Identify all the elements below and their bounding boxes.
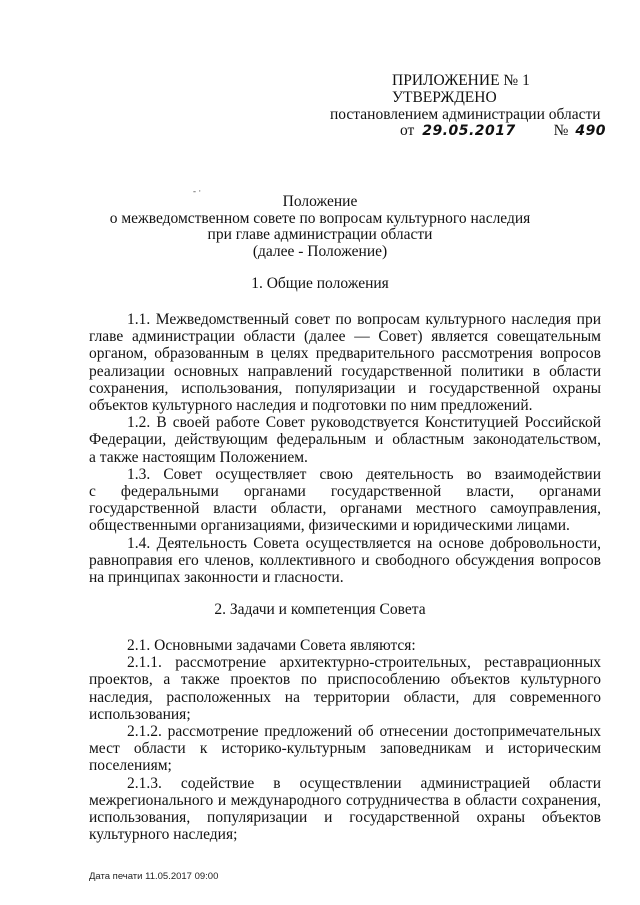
text-line: на принципах законности и гласности. (89, 569, 344, 587)
section-1-heading: 1. Общие положения (251, 275, 389, 292)
text-line: 2.1.2. рассмотрение предложений об отнесении достопримечательных (127, 723, 601, 741)
print-date: Дата печати 11.05.2017 09:00 (89, 871, 219, 882)
text-line: 1.1. Межведомственный совет по вопросам культурного наследия при (127, 311, 601, 328)
text-line: а также настоящим Положением. (89, 448, 308, 466)
document-title (90, 194, 550, 260)
handwritten-number: 490 (575, 123, 607, 139)
paragraph-1-2 (89, 414, 601, 466)
decree-label: постановлением администрации области (330, 106, 601, 123)
section-1-body (89, 311, 601, 586)
paragraph-2-1-1 (89, 654, 601, 723)
handwritten-date: 29.05.2017 (422, 123, 516, 139)
text-line: Федерации, действующим федеральным и областным законодательством, (89, 431, 601, 449)
date-prefix: от (400, 122, 415, 139)
text-line: сохранения, использования, популяризации и государственной охраны (89, 379, 601, 397)
text-line: главе администрации области (далее — Совет) является совещательным (89, 328, 601, 346)
text-line: общественными организациями, физическими и юридическими лицами. (89, 517, 570, 535)
text-line: 1.2. В своей работе Совет руководствуется Конституцией Российской (127, 414, 601, 432)
title-line: о межведомственном совете по вопросам культурного наследия (109, 209, 531, 227)
text-line: 1.3. Совет осуществляет свою деятельность во взаимодействии (127, 465, 601, 483)
paragraph-1-4 (89, 535, 601, 587)
text-line: межрегионального и международного сотрудничества в области сохранения, (89, 791, 601, 809)
section-2-heading: 2. Задачи и компетенция Совета (214, 601, 426, 618)
text-line: мест области к историко-культурным заповедникам и историческим (89, 740, 601, 758)
number-prefix: № (553, 122, 569, 139)
decree-date-line (400, 122, 606, 140)
text-line: использования; (89, 705, 191, 723)
scan-speck: - · (193, 186, 202, 196)
text-line: проектов, а также проектов по приспособлению объектов культурного (89, 671, 601, 689)
text-line: равноправия его членов, коллективного и свободного обсуждения вопросов (89, 551, 601, 569)
paragraph-1-3 (89, 466, 601, 535)
section-2-body (89, 637, 601, 843)
paragraph-1-1 (89, 311, 601, 414)
paragraph-2-1-2 (89, 723, 601, 775)
text-line: 2.1.3. содействие в осуществлении администрацией области (127, 774, 601, 792)
appendix-label: ПРИЛОЖЕНИЕ № 1 (392, 72, 530, 89)
text-line: государственной власти области, органами местного самоуправления, (89, 500, 601, 518)
approved-label: УТВЕРЖДЕНО (392, 89, 497, 106)
text-line: реализации основных направлений государственной политики в области (89, 362, 601, 380)
paragraph-2-1: 2.1. Основными задачами Совета являются: (127, 637, 416, 654)
text-line: культурного наследия; (89, 826, 238, 844)
text-line: поселениям; (89, 757, 172, 775)
text-line: с федеральными органами государственной власти, органами (89, 483, 601, 501)
text-line: 1.4. Деятельность Совета осуществляется на основе добровольности, (127, 534, 601, 552)
title-line: Положение (282, 193, 358, 210)
text-line: органом, образованным в целях предварительного рассмотрения вопросов (89, 345, 601, 363)
text-line: наследия, расположенных на территории области, для современного (89, 688, 601, 706)
title-line: при главе администрации области (207, 226, 433, 243)
text-line: использования, популяризации и государственной охраны объектов (89, 809, 601, 827)
text-line: 2.1.1. рассмотрение архитектурно-строительных, реставрационных (127, 654, 601, 672)
title-line: (далее - Положение) (252, 242, 388, 260)
text-line: объектов культурного наследия и подготовки по ним предложений. (89, 397, 533, 415)
paragraph-2-1-3 (89, 775, 601, 844)
